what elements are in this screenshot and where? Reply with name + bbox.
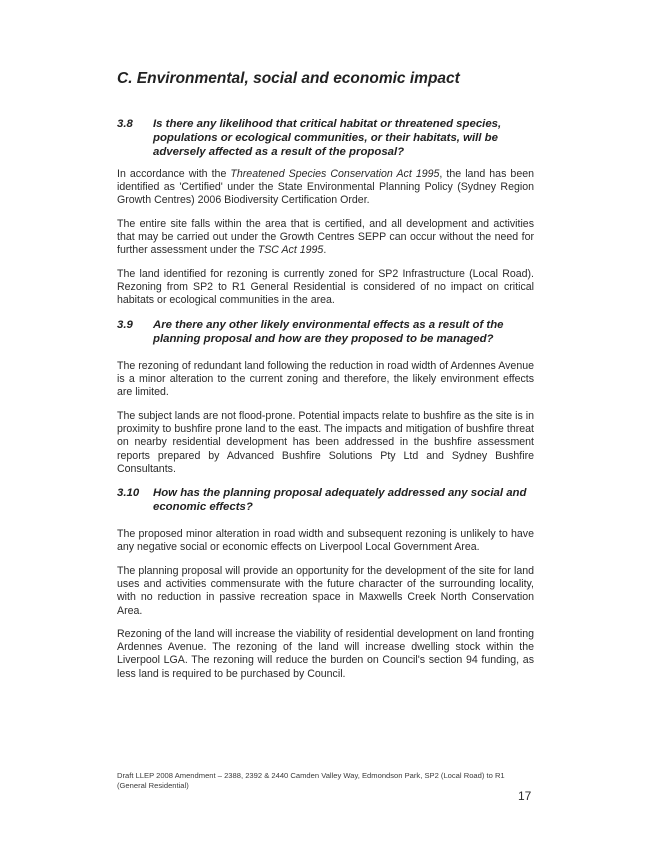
question-3-9 xyxy=(117,318,537,346)
paragraph-text: . xyxy=(323,244,327,257)
page-footer: Draft LLEP 2008 Amendment – 2388, 2392 & 2440 Camden Valley Way, Edmondson Park, SP2 (Local Road) to R1 (General Residential) xyxy=(117,771,505,790)
question-number: 3.9 xyxy=(117,319,133,331)
paragraph-redundant-land: The rezoning of redundant land following the reduction in road width of Ardennes Avenue is a minor alteration to the current zoning and therefore, the likely environment effects are limited. xyxy=(117,360,534,399)
paragraph-opportunity: The planning proposal will provide an opportunity for the development of the site for land uses and activities commensurate with the future character of the surrounding locality, with no reduction in passive recreation space in Maxwells Creek North Conservation Area. xyxy=(117,565,534,617)
paragraph-tsc-act xyxy=(117,168,534,208)
question-3-8 xyxy=(117,117,537,159)
paragraph-certified-site xyxy=(117,218,534,258)
paragraph-text: In accordance with the xyxy=(117,168,231,180)
paragraph-viability: Rezoning of the land will increase the viability of residential development on land fronting Ardennes Avenue. The rezoning of the land will increase dwelling stock within the Liverpool LGA. The rezoning will reduce the burden on Council's section 94 funding, as less land is required to be purchased by Council. xyxy=(117,628,534,680)
paragraph-text: The entire site falls within the area that is certified, and all development and activities that may be carried out under the Growth Centres SEPP can occur without the need for further assessment under the xyxy=(117,218,534,257)
question-text: Is there any likelihood that critical habitat or threatened species, populations or ecological communities, or their habitats, will be adversely affected as a result of the proposal? xyxy=(153,118,502,158)
paragraph-social-effects: The proposed minor alteration in road width and subsequent rezoning is unlikely to have any negative social or economic effects on Liverpool Local Government Area. xyxy=(117,528,534,554)
question-text: How has the planning proposal adequately addressed any social and economic effects? xyxy=(153,487,527,513)
paragraph-text: , the land has been identified as 'Certified' under the State Environmental Planning Policy (Sydney Region Growth Centres) 2006 Biodiversity Certification Order. xyxy=(117,168,534,207)
paragraph-bushfire: The subject lands are not flood-prone. Potential impacts relate to bushfire as the site is in proximity to bushfire prone land to the east. The impacts and mitigation of bushfire threat on nearby residential development has been addressed in the bushfire assessment reports prepared by Advanced Bushfire Solutions Pty Ltd and Sydney Bushfire Consultants. xyxy=(117,410,534,475)
question-number: 3.10 xyxy=(117,487,140,499)
act-name: TSC Act 1995 xyxy=(257,244,324,257)
page-number: 17 xyxy=(518,789,532,803)
paragraph-current-zoning: The land identified for rezoning is currently zoned for SP2 Infrastructure (Local Road). Rezoning from SP2 to R1 General Residential is considered of no impact on critical habitats or ecological communities in the area. xyxy=(117,268,534,307)
act-name: Threatened Species Conservation Act 1995 xyxy=(230,168,440,180)
question-3-10 xyxy=(117,486,537,514)
question-text: Are there any other likely environmental effects as a result of the planning proposal and how are they proposed to be managed? xyxy=(153,319,504,345)
question-number: 3.8 xyxy=(117,118,133,130)
section-title: C. Environmental, social and economic impact xyxy=(117,70,460,87)
